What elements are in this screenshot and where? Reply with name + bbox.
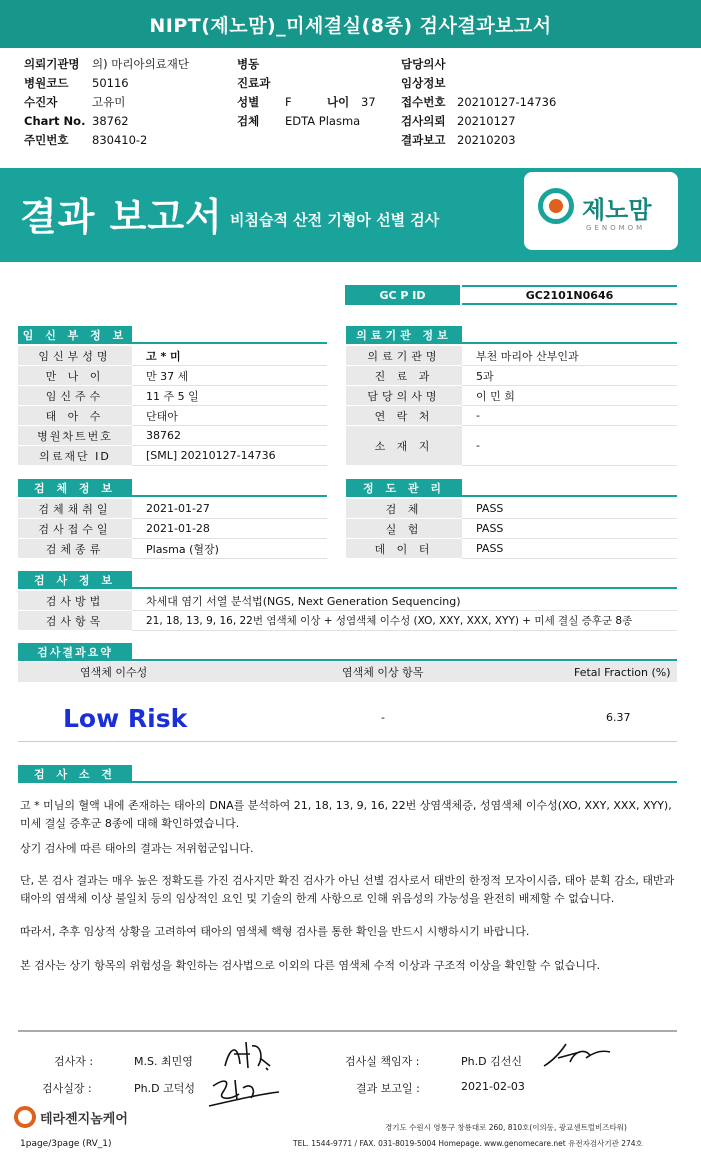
row-value: 38762 (132, 426, 327, 446)
row-label: 연 락 처 (346, 406, 462, 426)
row-value: 11 주 5 일 (132, 386, 327, 406)
row-label: 검사방법 (18, 591, 132, 611)
row-value: [SML] 20210127-14736 (132, 446, 327, 466)
row-value: - (462, 406, 677, 426)
hdr-value: 830410-2 (92, 133, 148, 147)
summary-col2: 염색체 이상 항목 (342, 666, 424, 679)
section-rule (132, 587, 677, 589)
row-label: 임신주수 (18, 386, 132, 406)
lab-head-name: Ph.D 김선신 (461, 1055, 522, 1068)
company-logo-icon (14, 1106, 36, 1128)
row-value: 단태아 (132, 406, 327, 426)
hdr-value: 20210203 (457, 133, 516, 147)
row-label: 검사항목 (18, 611, 132, 631)
row-label: 담당의사명 (346, 386, 462, 406)
opinion-paragraph: 단, 본 검사 결과는 매우 높은 정확도를 가진 검사지만 확진 검사가 아닌 선별 검사로서 태반의 한정적 모자이시즘, 태아 분획 감소, 태반과 태아의 염색체 이상 불일치 등의 임상적인 요인 및 기술의 한계 사항으로 인해 위음성의 가능성을 완전히 배제할 수 없습니다. (20, 874, 675, 905)
row-value: 2021-01-28 (132, 519, 327, 539)
row-value: 2021-01-27 (132, 499, 327, 519)
specimen-table (18, 499, 327, 559)
hdr-label: 진료과 (237, 76, 271, 90)
test-section-title: 검 사 정 보 (18, 571, 132, 589)
row-label: 검체채취일 (18, 499, 132, 519)
institution-table (346, 346, 677, 466)
company-name: 테라젠지놈케어 (40, 1112, 128, 1127)
row-value: 5과 (462, 366, 677, 386)
hdr-value: EDTA Plasma (285, 114, 361, 128)
row-value: PASS (462, 499, 677, 519)
row-label: 실 험 (346, 519, 462, 539)
hdr-value: 의) 마리아의료재단 (92, 57, 190, 71)
hdr-label: 검사의뢰 (401, 114, 446, 128)
row-label: 임신부성명 (18, 346, 132, 366)
row-value: PASS (462, 539, 677, 559)
hdr-label: 수진자 (24, 95, 58, 109)
company-address: 경기도 수원시 영통구 창룡대로 260, 810호(이의동, 광교센트럴비즈타워) (385, 1123, 627, 1132)
hdr-label: 병동 (237, 57, 260, 71)
lab-director-label: 검사실장 : (42, 1082, 92, 1095)
banner-title: 결과 보고서 (20, 195, 223, 239)
age-field (327, 93, 376, 112)
hdr-label: 검체 (237, 114, 260, 128)
row-label: 검사접수일 (18, 519, 132, 539)
row-value: 21, 18, 13, 9, 16, 22번 염색체 이상 + 성염색체 이수성 (XO, XXY, XXX, XYY) + 미세 결실 증후군 8종 (132, 611, 677, 631)
section-rule (132, 659, 677, 661)
report-date-label: 결과 보고일 : (356, 1082, 420, 1095)
section-rule (132, 342, 327, 344)
row-value: PASS (462, 519, 677, 539)
section-rule (462, 495, 677, 497)
report-date: 2021-02-03 (461, 1080, 525, 1093)
age-value: 37 (361, 95, 376, 109)
hdr-value: 38762 (92, 114, 129, 128)
hdr-label: 성별 (237, 95, 260, 109)
specimen-section-title: 검 체 정 보 (18, 479, 132, 497)
lab-director-name: Ph.D 고덕성 (134, 1082, 195, 1095)
summary-col3: Fetal Fraction (%) (574, 665, 671, 679)
hdr-label: 의뢰기관명 (24, 57, 80, 71)
summary-section-title: 검사결과요약 (18, 643, 132, 661)
pregnant-table (18, 346, 327, 466)
section-rule (132, 495, 327, 497)
gcpid-label: GC P ID (345, 285, 460, 305)
hdr-label: 담당의사 (401, 57, 446, 71)
logo-dot-icon (549, 199, 563, 213)
summary-col1: 염색체 이수성 (80, 666, 148, 679)
pregnant-section-title: 임 신 부 정 보 (18, 326, 132, 344)
opinion-section-title: 검 사 소 견 (18, 765, 132, 783)
row-label: 소 재 지 (346, 426, 462, 466)
quality-table (346, 499, 677, 559)
hdr-label: 병원코드 (24, 76, 69, 90)
hdr-label: 임상정보 (401, 76, 446, 90)
hdr-value: 20210127 (457, 114, 516, 128)
row-label: 태 아 수 (18, 406, 132, 426)
row-label: 의료재단 ID (18, 446, 132, 466)
logo-subtext: GENOMOM (586, 224, 646, 232)
report-title: NIPT(제노맘)_미세결실(8종) 검사결과보고서 (0, 0, 701, 48)
row-label: 만 나 이 (18, 366, 132, 386)
test-table (18, 591, 677, 631)
divider (18, 741, 677, 742)
page-indicator: 1page/3page (RV_1) (20, 1139, 112, 1149)
header-col3 (401, 55, 556, 150)
row-value: - (462, 426, 677, 466)
section-rule (132, 781, 677, 783)
lab-head-label: 검사실 책임자 : (345, 1055, 420, 1068)
opinion-paragraph: 따라서, 추후 임상적 상황을 고려하여 태아의 염색체 핵형 검사를 통한 확인을 반드시 시행하시기 바랍니다. (20, 925, 530, 938)
row-label: 데 이 터 (346, 539, 462, 559)
risk-result: Low Risk (63, 704, 188, 733)
hdr-label: Chart No. (24, 114, 86, 128)
row-label: 병원차트번호 (18, 426, 132, 446)
row-value: 부천 마리아 산부인과 (462, 346, 677, 366)
company-contact: TEL. 1544-9771 / FAX. 031-8019-5004 Homepage. www.genomecare.net 유전자검사기관 274호 (293, 1139, 643, 1148)
lab-director-signature (205, 1070, 285, 1110)
row-value: 이 민 희 (462, 386, 677, 406)
abnormal-items: - (381, 711, 385, 724)
fetal-fraction: 6.37 (606, 711, 631, 724)
row-label: 의료기관명 (346, 346, 462, 366)
gcpid-value: GC2101N0646 (462, 285, 677, 305)
opinion-paragraph: 본 검사는 상기 항목의 위험성을 확인하는 검사법으로 이외의 다른 염색체 수적 이상과 구조적 이상을 확인할 수 없습니다. (20, 959, 601, 972)
opinion-paragraph: 고 * 미님의 혈액 내에 존재하는 태아의 DNA를 분석하여 21, 18, 13, 9, 16, 22번 상염색체증, 성염색체 이수성(XO, XXY, XXX, XYY), 미세 결실 증후군 8종에 대해 확인하였습니다. (20, 799, 672, 830)
tester-label: 검사자 : (54, 1055, 94, 1068)
tester-name: M.S. 최민영 (134, 1055, 193, 1068)
opinion-paragraph: 상기 검사에 따른 태아의 결과는 저위험군입니다. (20, 842, 254, 855)
hdr-label: 주민번호 (24, 133, 69, 147)
logo-text: 제노맘 (582, 196, 652, 224)
summary-header (18, 662, 677, 682)
hdr-label: 접수번호 (401, 95, 446, 109)
quality-section-title: 정 도 관 리 (346, 479, 462, 497)
hdr-label: 결과보고 (401, 133, 446, 147)
age-label: 나이 (327, 95, 350, 109)
banner-subtitle: 비침습적 산전 기형아 선별 검사 (230, 211, 440, 229)
row-value: 만 37 세 (132, 366, 327, 386)
institution-section-title: 의료기관 정보 (346, 326, 462, 344)
hdr-value: 고유미 (92, 95, 126, 109)
lab-head-signature (540, 1038, 615, 1074)
section-rule (462, 342, 677, 344)
divider (18, 1030, 677, 1032)
header-col1 (24, 55, 189, 150)
hdr-value: 20210127-14736 (457, 95, 557, 109)
hdr-value: 50116 (92, 76, 129, 90)
row-value: 차세대 염기 서열 분석법(NGS, Next Generation Sequencing) (132, 591, 677, 611)
hdr-value: F (285, 95, 292, 109)
row-label: 진 료 과 (346, 366, 462, 386)
row-value: 고 * 미 (132, 346, 327, 366)
row-value: Plasma (혈장) (132, 539, 327, 559)
row-label: 검 체 (346, 499, 462, 519)
row-label: 검체종류 (18, 539, 132, 559)
